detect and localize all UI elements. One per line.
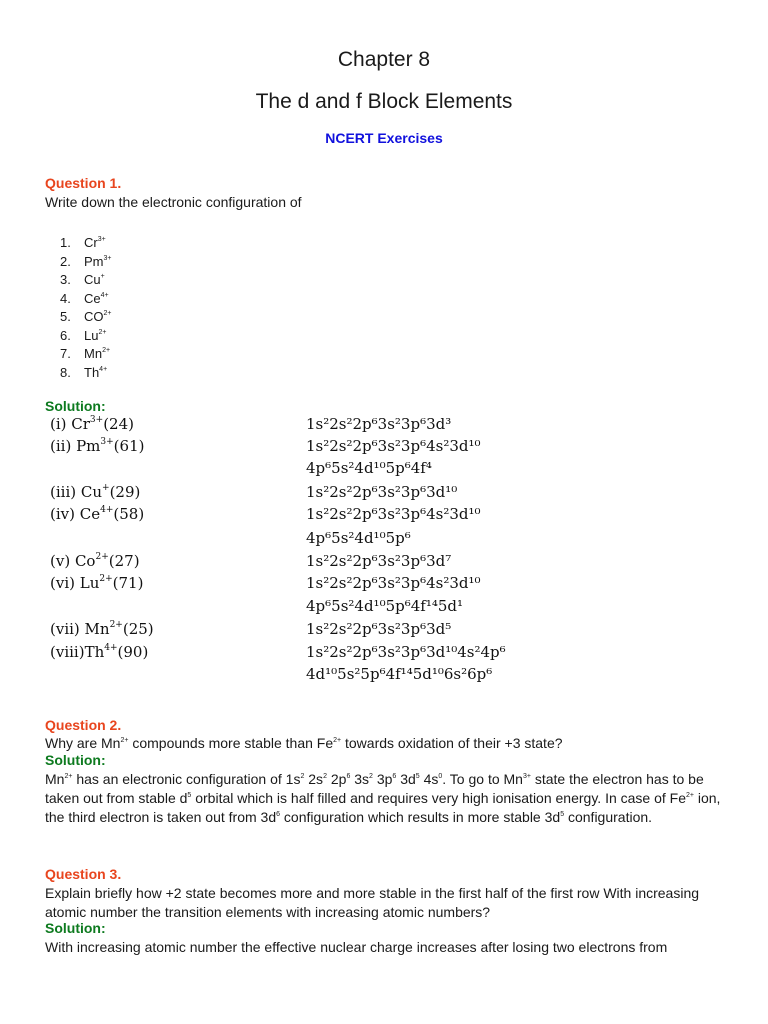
ion-symbol: Lu xyxy=(84,327,99,343)
list-item-number: 1. xyxy=(60,235,71,250)
ion-symbol: Pm xyxy=(84,253,104,269)
electron-configuration: 1s²2s²2p⁶3s²3p⁶3d¹⁰ xyxy=(306,483,458,501)
electron-configuration: 1s²2s²2p⁶3s²3p⁶3d¹⁰4s²4p⁶ xyxy=(306,643,506,661)
list-item xyxy=(60,345,111,364)
list-item xyxy=(60,308,111,327)
ion-symbol: Ce xyxy=(84,290,101,306)
list-item xyxy=(60,234,111,253)
electron-configuration: 1s²2s²2p⁶3s²3p⁶4s²3d¹⁰ xyxy=(306,505,481,523)
list-item xyxy=(60,253,111,272)
question-2-solution-label: Solution: xyxy=(45,752,106,768)
ion-charge: 2+ xyxy=(98,328,107,336)
ion-label: (iv) $Ce^{4+}(58)$ xyxy=(50,505,145,523)
ion-list xyxy=(60,234,111,382)
ion-charge: 4+ xyxy=(99,365,108,373)
ion-label: (vi) $Lu^{2+}(71)$ xyxy=(50,574,144,592)
electron-configuration: 1s²2s²2p⁶3s²3p⁶4s²3d¹⁰ xyxy=(306,437,481,455)
ion-symbol: Th xyxy=(84,364,100,380)
ion-charge: 3+ xyxy=(97,236,106,243)
electron-configuration: 4p⁶5s²4d¹⁰5p⁶ xyxy=(306,529,411,547)
list-item-number: 8. xyxy=(60,364,71,380)
ion-charge: 2+ xyxy=(102,347,111,354)
list-item-number: 7. xyxy=(60,346,71,361)
question-1-label: Question 1. xyxy=(45,175,122,191)
ion-label: $(viii)Th^{4+}(90)$ xyxy=(50,643,149,661)
question-3-label: Question 3. xyxy=(45,866,122,882)
ion-label: (i) $Cr^{3+}(24)$ xyxy=(50,415,134,433)
ion-label: (ii) $Pm^{3+}(61)$ xyxy=(50,437,145,455)
electron-configuration: 4p⁶5s²4d¹⁰5p⁶4f⁴ xyxy=(306,459,432,477)
section-subtitle: NCERT Exercises xyxy=(325,130,443,146)
electron-configuration: 1s²2s²2p⁶3s²3p⁶4s²3d¹⁰ xyxy=(306,574,481,592)
electron-configuration: 1s²2s²2p⁶3s²3p⁶3d⁷ xyxy=(306,552,452,570)
list-item xyxy=(60,364,111,383)
list-item-number: 6. xyxy=(60,327,71,343)
question-3-solution-label: Solution: xyxy=(45,920,106,936)
list-item xyxy=(60,290,111,309)
list-item-number: 5. xyxy=(60,309,71,324)
question-1-text: Write down the electronic configuration of xyxy=(45,194,302,210)
page-title: The d and f Block Elements xyxy=(255,90,513,113)
list-item xyxy=(60,327,111,346)
ion-label: (v) $Co^{2+}(27)$ xyxy=(50,552,140,570)
ion-charge: 2+ xyxy=(103,310,112,317)
ion-charge: 4+ xyxy=(100,291,109,299)
chapter-heading: Chapter 8 xyxy=(337,48,431,71)
ion-symbol: CO xyxy=(84,309,104,324)
question-1-solution-label: Solution: xyxy=(45,398,106,414)
ion-charge: + xyxy=(100,273,105,280)
question-3-text: Explain briefly how +2 state becomes more and more stable in the first half of the first row With increasing atomic number the transition elements with increasing atomic numbers? xyxy=(45,885,700,920)
ion-symbol: Cu xyxy=(84,272,101,287)
list-item xyxy=(60,271,111,290)
question-2-label: Question 2. xyxy=(45,717,122,733)
ion-symbol: Cr xyxy=(84,235,98,250)
question-3-solution: With increasing atomic number the effective nuclear charge increases after losing two electrons from xyxy=(45,939,668,955)
electron-configuration: 4p⁶5s²4d¹⁰5p⁶4f¹⁴5d¹ xyxy=(306,597,464,615)
electron-configuration: 1s²2s²2p⁶3s²3p⁶3d⁵ xyxy=(306,620,452,638)
list-item-number: 4. xyxy=(60,290,71,306)
list-item-number: 2. xyxy=(60,253,71,269)
question-2-text: Why are $Mn^{2+}$ compounds more stable than $Fe^{2+}$ towards oxidation of their +3 state? xyxy=(45,735,563,751)
electron-configuration: 4d¹⁰5s²5p⁶4f¹⁴5d¹⁰6s²6p⁶ xyxy=(306,665,493,683)
ion-symbol: Mn xyxy=(84,346,103,361)
ion-label: (vii) $Mn^{2+}(25)$ xyxy=(50,620,154,638)
ion-charge: 3+ xyxy=(103,254,112,262)
electron-configuration: 1s²2s²2p⁶3s²3p⁶3d³ xyxy=(306,415,452,433)
ion-label: (iii) Cu+(29) xyxy=(50,483,141,501)
question-2-solution: $Mn^{2+}$ has an electronic configuration of $1s^2$ $2s^2$ $2p^6$ $3s^2$ $3p^6$ $3d^5$ $4s^0$. To go to $Mn^{3+}$ state the electron has to be taken out from stable $d^5$ orbital which is half filled and requires very high ionisation energy. In case of $Fe^{2+}$ ion, the third electron is taken out from $3d^6$ configuration which results in more stable $3d^5$ configuration. xyxy=(45,771,721,825)
list-item-number: 3. xyxy=(60,272,71,287)
